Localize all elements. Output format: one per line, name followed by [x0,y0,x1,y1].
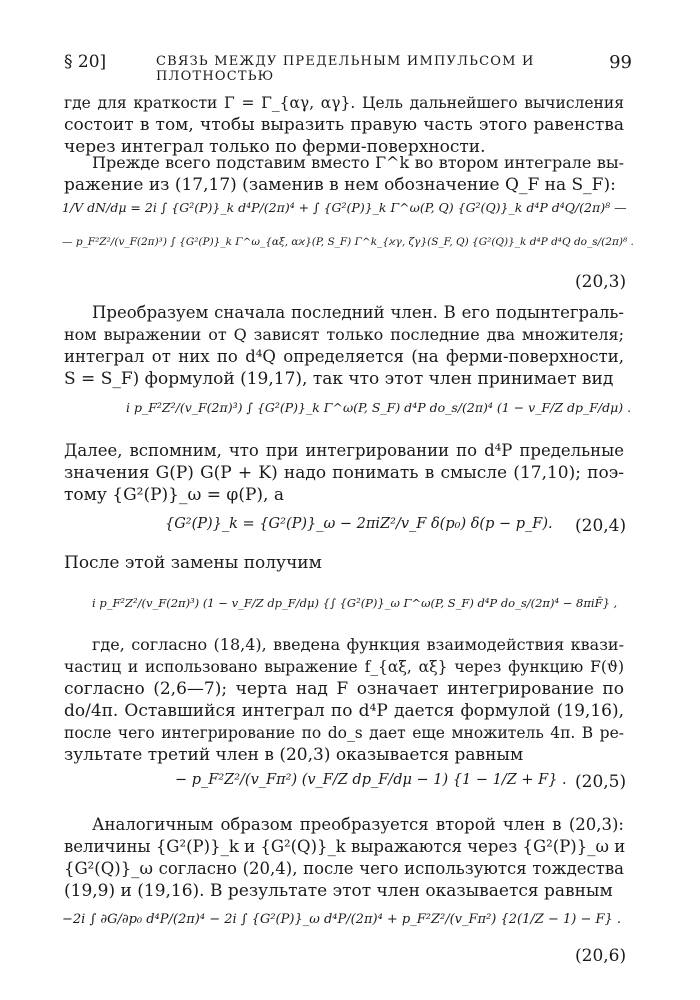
paragraph-4 [64,440,624,506]
text-line: состоит в том, чтобы выразить правую часть этого равенства [64,115,624,135]
equation-20-4: {G²(P)}_k = {G²(P)}_ω − 2πiZ²/v_F δ(p₀) δ(p − p_F). [165,516,553,532]
paragraph-6 [64,634,624,766]
text-line: do/4π. Оставшийся интеграл по d⁴P дается формулой (19,16), [64,701,624,721]
paragraph-2 [64,152,624,196]
equation-last-term: i p_F²Z²/(v_F(2π)³) ∫ {G²(P)}_k Γ^ω(P, S_F) d⁴P do_s/(2π)⁴ (1 − v_F/Z dp_F/dμ) . [126,400,632,415]
text-line: где, согласно (18,4), введена функция взаимодействия квази- [92,635,624,654]
text-line: тому {G²(P)}_ω = φ(P), а [64,485,284,505]
text-line: S = S_F) формулой (19,17), так что этот член принимает вид [64,369,614,389]
text-line: ражение из (17,17) (заменив в нем обозначение Q_F на S_F): [64,175,616,195]
paragraph-7 [64,814,624,902]
text-line: значения G(P) G(P + K) надо понимать в смысле (17,10); поэ- [64,463,624,483]
text-line: интеграл от них по d⁴Q определяется (на ферми-поверхности, [64,347,624,366]
equation-number-20-5: (20,5) [575,772,627,792]
text-line: Преобразуем сначала последний член. В его подынтеграль- [92,303,624,322]
text-line: После этой замены получим [64,553,322,573]
equation-20-5: − p_F²Z²/(v_Fπ²) (v_F/Z dp_F/dμ − 1) {1 − 1/Z + F̄} . [175,772,567,788]
text-line: Далее, вспомним, что при интегрировании по d⁴P предельные [64,441,624,460]
text-line: зультате третий член в (20,3) оказывается равным [64,745,524,765]
text-line: согласно (2,6—7); черта над F означает интегрирование по [64,679,624,699]
equation-20-3-line-2: — p_F²Z²/(v_F(2π)³) ∫ {G²(P)}_k Γ^ω_{αξ, αϰ}(P, S_F) Γ^k_{ϰγ, ζγ}(S_F, Q) {G²(Q)}_k d⁴P d⁴Q do_s/(2π)⁸ . [62,236,634,248]
text-line: Прежде всего подставим вместо Γ^k во втором интеграле вы- [92,153,624,172]
page-number: 99 [609,52,632,73]
equation-after-substitution: i p_F²Z²/(v_F(2π)³) (1 − v_F/Z dp_F/dμ) {∫ {G²(P)}_ω Γ^ω(P, S_F) d⁴P do_s/(2π)⁴ − 8πiF̄} , [92,596,618,610]
text-line: (19,9) и (19,16). В результате этот член оказывается равным [64,881,613,901]
text-line: величины {G²(P)}_k и {G²(Q)}_k выражаются через {G²(P)}_ω и [64,837,626,856]
text-line: Аналогичным образом преобразуется второй член в (20,3): [92,815,624,834]
equation-number-20-4: (20,4) [575,516,627,536]
text-line: где для краткости Γ = Γ_{αγ, αγ}. Цель дальнейшего вычисления [64,94,624,112]
equation-number-20-3: (20,3) [575,272,627,292]
section-marker: § 20] [64,52,107,72]
text-line: через интеграл только по ферми-поверхности. [64,137,486,157]
equation-number-20-6: (20,6) [575,946,627,966]
equation-20-3-line-1: 1/V dN/dμ = 2i ∫ {G²(P)}_k d⁴P/(2π)⁴ + ∫ {G²(P)}_k Γ^ω(P, Q) {G²(Q)}_k d⁴P d⁴Q/(2π)⁸ — [62,200,627,215]
text-line: {G²(Q)}_ω согласно (20,4), после чего используются тождества [64,859,624,878]
text-line: ном выражении от Q зависят только последние два множителя; [64,325,624,344]
running-header [64,52,632,84]
paragraph-1 [64,92,624,158]
paragraph-3 [64,302,624,390]
running-title: СВЯЗЬ МЕЖДУ ПРЕДЕЛЬНЫМ ИМПУЛЬСОМ И ПЛОТНОСТЬЮ [156,54,535,84]
equation-20-6: −2i ∫ ∂G/∂p₀ d⁴P/(2π)⁴ − 2i ∫ {G²(P)}_ω d⁴P/(2π)⁴ + p_F²Z²/(v_Fπ²) {2(1/Z − 1) − F̄} . [62,912,622,927]
text-line: после чего интегрирование по do_s дает еще множитель 4π. В ре- [64,724,624,742]
paragraph-5 [64,552,624,574]
text-line: частиц и использовано выражение f_{αξ, αξ} через функцию F(ϑ) [64,658,624,676]
